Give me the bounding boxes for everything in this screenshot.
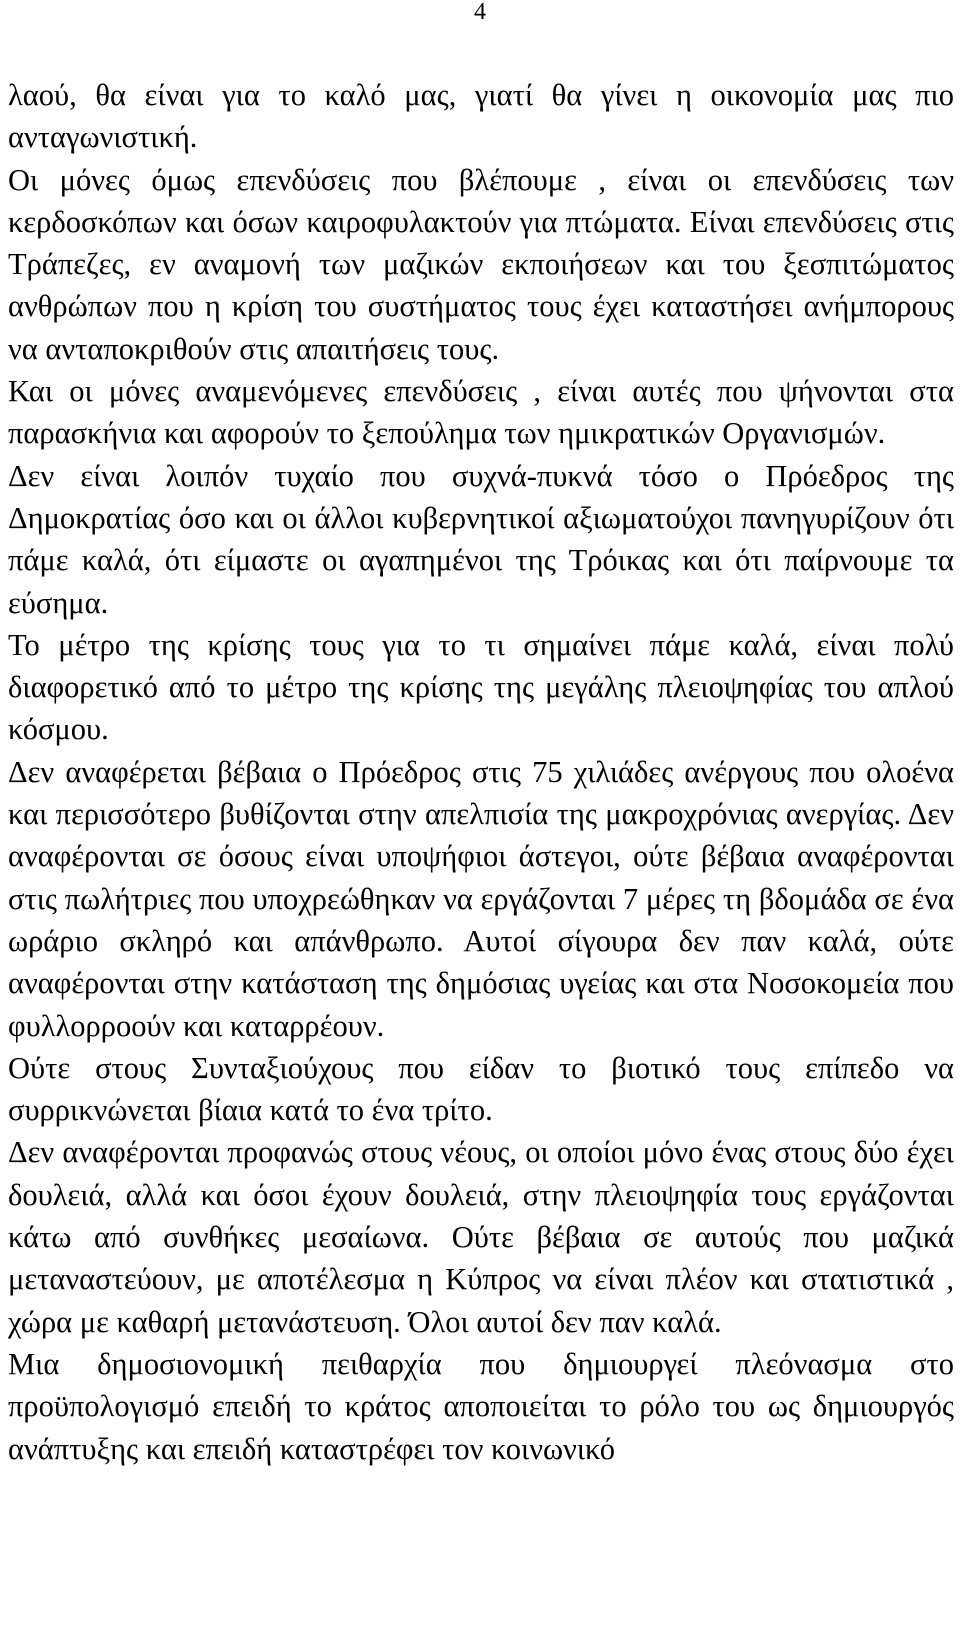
paragraph: λαού, θα είναι για το καλό μας, γιατί θα γίνει η οικονομία μας πιο ανταγωνιστική.: [8, 78, 954, 155]
paragraph: Δεν είναι λοιπόν τυχαίο που συχνά-πυκνά τόσο ο Πρόεδρος της Δημοκρατίας όσο και οι άλλοι κυβερνητικοί αξιωματούχοι πανηγυρίζουν ότι πάμε καλά, ότι είμαστε οι αγαπημένοι της Τρόικας και ότι παίρνουμε τα εύσημα.: [8, 458, 954, 620]
paragraph: Μια δημοσιονομική πειθαρχία που δημιουργεί πλεόνασμα στο προϋπολογισμό επειδή το κράτος αποποιείται το ρόλο του ως δημιουργός ανάπτυξης και επειδή καταστρέφει τον κοινωνικό: [8, 1346, 954, 1466]
page-number: 4: [474, 0, 486, 25]
paragraph: Το μέτρο της κρίσης τους για το τι σημαίνει πάμε καλά, είναι πολύ διαφορετικό από το μέτρο της κρίσης της μεγάλης πλειοψηφίας του απλού κόσμου.: [8, 627, 954, 747]
body-text: [8, 74, 954, 1470]
paragraph: Οι μόνες όμως επενδύσεις που βλέπουμε , είναι οι επενδύσεις των κερδοσκόπων και όσων καιροφυλακτούν για πτώματα. Είναι επενδύσεις στις Τράπεζες, εν αναμονή των μαζικών εκποιήσεων και του ξεσπιτώματος ανθρώπων που η κρίση του συστήματος τους έχει καταστήσει ανήμπορους να ανταποκριθούν στις απαιτήσεις τους.: [8, 162, 954, 366]
paragraph: Δεν αναφέρεται βέβαια ο Πρόεδρος στις 75 χιλιάδες ανέργους που ολοένα και περισσότερο βυθίζονται στην απελπισία της μακροχρόνιας ανεργίας. Δεν αναφέρονται σε όσους είναι υποψήφιοι άστεγοι, ούτε βέβαια αναφέρονται στις πωλήτριες που υποχρεώθηκαν να εργάζονται 7 μέρες τη βδομάδα σε ένα ωράριο σκληρό και απάνθρωπο. Αυτοί σίγουρα δεν παν καλά, ούτε αναφέρονται στην κατάσταση της δημόσιας υγείας και στα Νοσοκομεία που φυλλορροούν και καταρρέουν.: [8, 754, 954, 1043]
paragraph: Και οι μόνες αναμενόμενες επενδύσεις , είναι αυτές που ψήνονται στα παρασκήνια και αφορούν το ξεπούλημα των ημικρατικών Οργανισμών.: [8, 374, 954, 451]
paragraph: Δεν αναφέρονται προφανώς στους νέους, οι οποίοι μόνο ένας στους δύο έχει δουλειά, αλλά και όσοι έχουν δουλειά, στην πλειοψηφία τους εργάζονται κάτω από συνθήκες μεσαίωνα. Ούτε βέβαια σε αυτούς που μαζικά μεταναστεύουν, με αποτέλεσμα η Κύπρος να είναι πλέον και στατιστικά , χώρα με καθαρή μετανάστευση. Όλοι αυτοί δεν παν καλά.: [8, 1135, 954, 1339]
paragraph: Ούτε στους Συνταξιούχους που είδαν το βιοτικό τους επίπεδο να συρρικνώνεται βίαια κατά το ένα τρίτο.: [8, 1050, 954, 1128]
